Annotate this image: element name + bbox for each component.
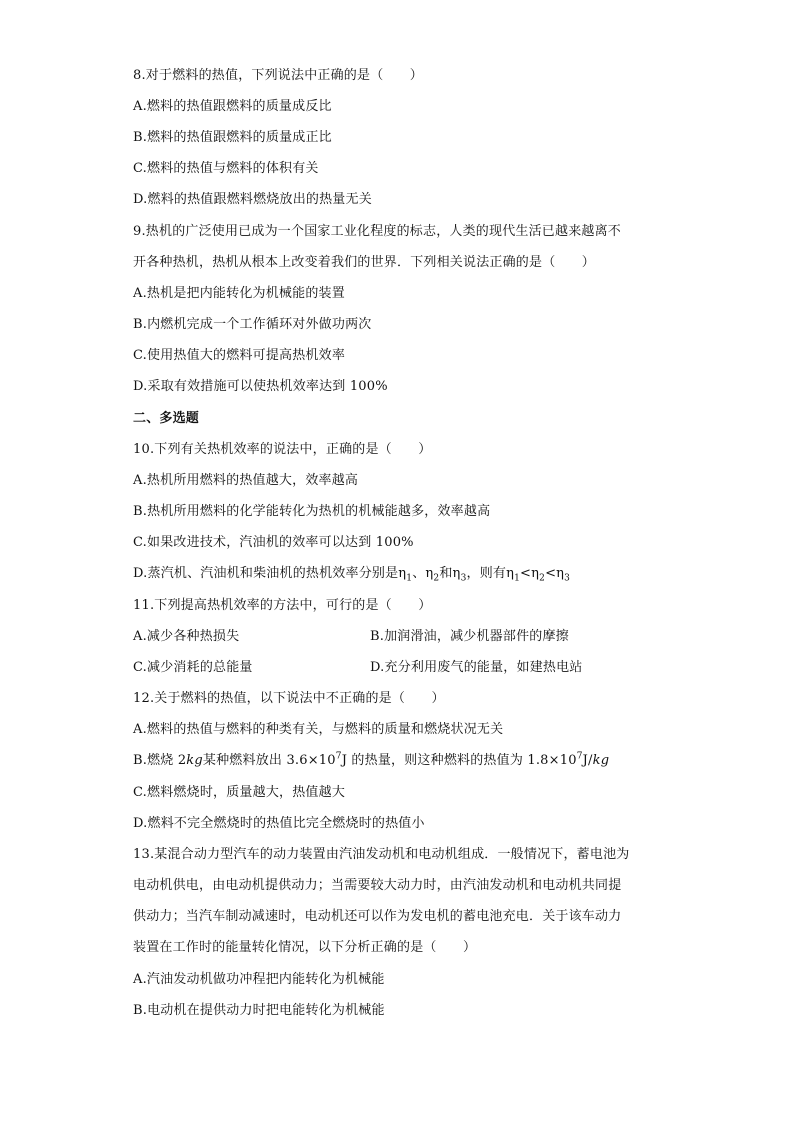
question-10-option-c: C.如果改进技术，汽油机的效率可以达到 100% <box>133 535 414 550</box>
question-9-option-b: B.内燃机完成一个工作循环对外做功两次 <box>133 317 372 332</box>
q10d-text: ，则有η <box>466 566 515 581</box>
q10d-text: <η <box>520 566 540 581</box>
subscript: 1 <box>406 573 413 584</box>
question-10-option-d <box>133 565 570 583</box>
superscript: 7 <box>576 751 583 762</box>
question-9-option-c: C.使用热值大的燃料可提高热机效率 <box>133 348 346 363</box>
question-10-option-a: A.热机所用燃料的热值越大，效率越高 <box>133 473 359 488</box>
question-9-option-a: A.热机是把内能转化为机械能的装置 <box>133 286 345 301</box>
question-12-option-a: A.燃料的热值与燃料的种类有关，与燃料的质量和燃烧状况无关 <box>133 722 504 737</box>
q12b-text: J/ <box>582 753 593 768</box>
question-8-option-d: D.燃料的热值跟燃料燃烧放出的热量无关 <box>133 192 372 207</box>
question-13-option-a: A.汽油发动机做功冲程把内能转化为机械能 <box>133 972 385 987</box>
question-11-option-b: B.加润滑油，减少机器部件的摩擦 <box>370 629 569 644</box>
question-9-line-1: 9.热机的广泛使用已成为一个国家工业化程度的标志，人类的现代生活已越来越离不 <box>133 224 622 239</box>
q12b-unit: kg <box>592 753 610 768</box>
question-13-line-2: 电动机供电，由电动机提供动力；当需要较大动力时，由汽油发动机和电动机共同提 <box>133 878 622 893</box>
question-12: 12.关于燃料的热值，以下说法中不正确的是（ ） <box>133 691 445 706</box>
question-13-line-1: 13.某混合动力型汽车的动力装置由汽油发动机和电动机组成．一般情况下，蓄电池为 <box>133 847 630 862</box>
question-11-option-d: D.充分利用废气的能量，如建热电站 <box>370 660 583 675</box>
question-9-line-2: 开各种热机，热机从根本上改变着我们的世界．下列相关说法正确的是（ ） <box>133 255 596 270</box>
question-13-option-b: B.电动机在提供动力时把电能转化为机械能 <box>133 1003 385 1018</box>
question-10: 10.下列有关热机效率的说法中，正确的是（ ） <box>133 442 432 457</box>
question-9-option-d: D.采取有效措施可以使热机效率达到 100% <box>133 379 388 394</box>
subscript: 2 <box>539 573 546 584</box>
superscript: 7 <box>335 751 342 762</box>
subscript: 3 <box>460 573 467 584</box>
section-heading-multiple-choice: 二、多选题 <box>133 411 200 426</box>
q12b-text: B.燃烧 2 <box>133 753 187 768</box>
question-11: 11.下列提高热机效率的方法中，可行的是（ ） <box>133 598 432 613</box>
question-12-option-d: D.燃料不完全燃烧时的热值比完全燃烧时的热值小 <box>133 816 425 831</box>
q10d-text: 和η <box>439 566 461 581</box>
question-8-option-a: A.燃料的热值跟燃料的质量成反比 <box>133 99 332 114</box>
question-13-line-4: 装置在工作时的能量转化情况，以下分析正确的是（ ） <box>133 940 477 955</box>
question-11-option-c: C.减少消耗的总能量 <box>133 660 253 675</box>
question-8-option-b: B.燃料的热值跟燃料的质量成正比 <box>133 130 332 145</box>
subscript: 2 <box>433 573 440 584</box>
question-8-option-c: C.燃料的热值与燃料的体积有关 <box>133 161 319 176</box>
question-12-option-b <box>133 752 609 770</box>
q10d-text: 、η <box>412 566 434 581</box>
q10d-text: D.蒸汽机、汽油机和柴油机的热机效率分别是η <box>133 566 407 581</box>
q12b-text: J 的热量，则这种燃料的热值为 1.8×10 <box>341 753 577 768</box>
question-8: 8.对于燃料的热值，下列说法中正确的是（ ） <box>133 68 424 83</box>
question-13-line-3: 供动力；当汽车制动减速时，电动机还可以作为发电机的蓄电池充电．关于该车动力 <box>133 909 622 924</box>
q12b-unit: kg <box>186 753 203 768</box>
question-12-option-c: C.燃料燃烧时，质量越大，热值越大 <box>133 785 346 800</box>
q12b-text: 某种燃料放出 3.6×10 <box>202 753 336 768</box>
subscript: 3 <box>564 573 571 584</box>
question-10-option-b: B.热机所用燃料的化学能转化为热机的机械能越多，效率越高 <box>133 504 491 519</box>
question-11-option-a: A.减少各种热损失 <box>133 629 240 644</box>
subscript: 1 <box>514 573 521 584</box>
q10d-text: <η <box>545 566 565 581</box>
